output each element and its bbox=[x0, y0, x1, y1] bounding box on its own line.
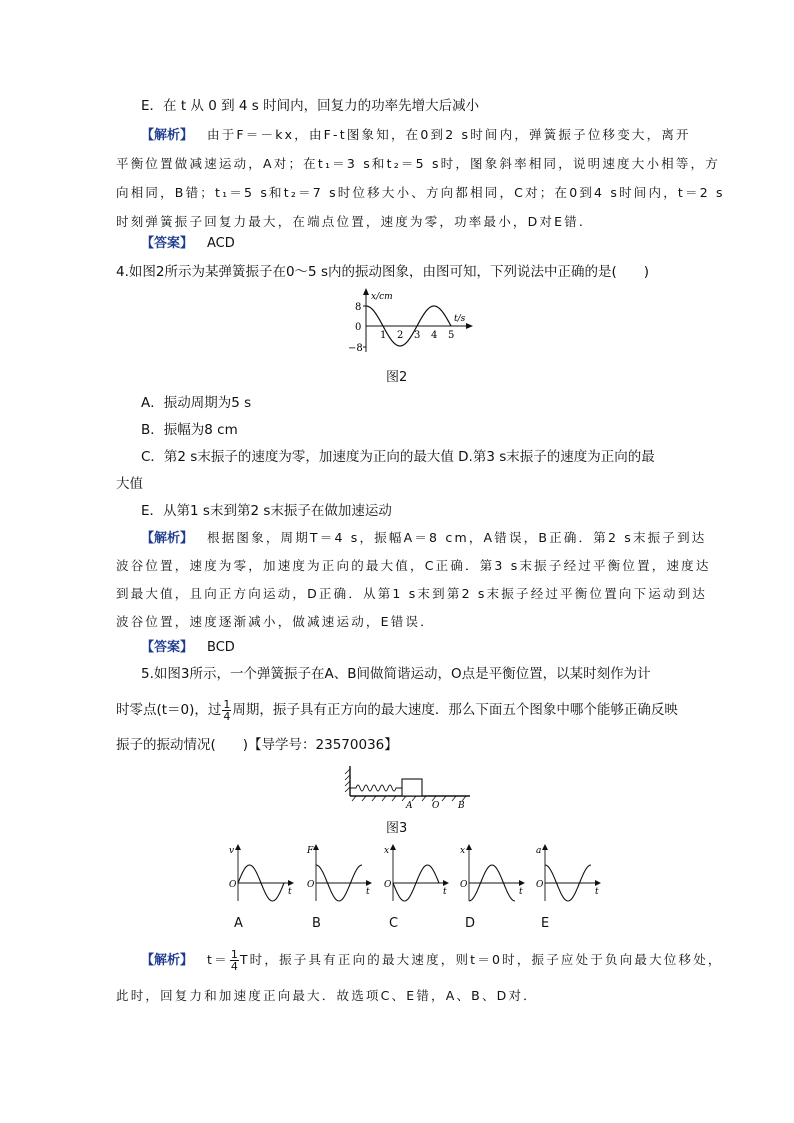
block bbox=[402, 779, 422, 796]
x-axis-label: x/cm bbox=[371, 292, 393, 302]
analysis-text: 波谷位置，速度为零，加速度为正向的最大值，C正确．第3 s末振子经过平衡位置，速度达 bbox=[116, 558, 711, 573]
origin-label: O bbox=[460, 880, 468, 890]
point-label-a: A bbox=[406, 801, 413, 810]
figure-2-caption: 图2 bbox=[386, 370, 408, 385]
fraction-numerator: 1 bbox=[230, 947, 238, 961]
analysis-row bbox=[141, 125, 691, 146]
question-5-stem: 5.如图3所示，一个弹簧振子在A、B间做简谐运动，O点是平衡位置，以某时刻作为计 bbox=[141, 666, 651, 682]
analysis-row bbox=[141, 946, 723, 975]
t-axis-arrow bbox=[288, 880, 294, 886]
wall-hatching bbox=[345, 769, 350, 792]
analysis-text: 波谷位置，速度逐渐减小，做减速运动，E错误． bbox=[116, 614, 435, 629]
t-tick-label: 2 bbox=[397, 330, 404, 341]
option-d-continued: 大值 bbox=[116, 476, 143, 492]
answer-value: ACD bbox=[207, 236, 235, 251]
y-axis-arrow bbox=[390, 844, 396, 850]
t-axis-label: t bbox=[595, 887, 599, 897]
analysis-text: 平衡位置做减速运动，A对；在t₁＝3 s和t₂＝5 s时，图象斜率相同，说明速度大小相等，方 bbox=[116, 156, 720, 171]
t-axis-label: t bbox=[519, 887, 523, 897]
fraction-denominator: 4 bbox=[230, 959, 238, 973]
figure-3-caption: 图3 bbox=[386, 821, 408, 836]
quarter-fraction bbox=[222, 699, 231, 722]
figure-3-spring bbox=[340, 760, 476, 810]
point-label-o: O bbox=[432, 801, 440, 810]
analysis-text: 由于F＝－kx，由F-t图象知，在0到2 s时间内，弹簧振子位移变大，离开 bbox=[207, 127, 691, 142]
spring bbox=[350, 785, 402, 791]
stem-text: 时零点(t＝0)，过 bbox=[116, 702, 222, 718]
analysis-label: 【解析】 bbox=[141, 531, 194, 546]
analysis-row bbox=[141, 528, 706, 549]
stem-text: 周期，振子具有正方向的最大速度．那么下面五个图象中哪个能够正确反映 bbox=[232, 702, 678, 718]
y-tick-label: 0 bbox=[355, 322, 362, 333]
fraction-denominator: 4 bbox=[223, 709, 231, 723]
y-axis-arrow bbox=[235, 844, 241, 850]
question-4-stem: 4.如图2所示为某弹簧振子在0～5 s内的振动图象，由图可知，下列说法中正确的是( ) bbox=[116, 264, 650, 280]
t-axis-arrow bbox=[443, 880, 449, 886]
analysis-text: 时刻弹簧振子回复力最大，在端点位置，速度为零，功率最小，D对E错. bbox=[116, 214, 586, 229]
y-axis-arrow bbox=[313, 844, 319, 850]
question-5-stem bbox=[116, 696, 678, 724]
analysis-label: 【解析】 bbox=[141, 953, 194, 968]
origin-label: O bbox=[229, 880, 237, 890]
y-axis-label: v bbox=[229, 846, 235, 856]
option-graph-a bbox=[226, 843, 296, 903]
t-axis-label: t bbox=[288, 887, 292, 897]
quarter-fraction bbox=[230, 949, 239, 972]
figure-2-graph bbox=[340, 286, 480, 358]
option-a: A．振动周期为5 s bbox=[141, 395, 252, 411]
t-tick-label: 4 bbox=[431, 330, 438, 341]
t-axis-arrow bbox=[519, 880, 525, 886]
analysis-text: 向相同，B错；t₁＝5 s和t₂＝7 s时位移大小、方向都相同，C对；在0到4 s时间内，t＝2 s bbox=[116, 185, 725, 200]
analysis-text: T时，振子具有正向的最大速度，则t＝0时，振子应处于负向最大位移处， bbox=[239, 952, 723, 967]
t-axis-arrow bbox=[466, 323, 473, 329]
y-tick-label: 8 bbox=[355, 302, 362, 313]
option-e-text: E．在 t 从 0 到 4 s 时间内，回复力的功率先增大后减小 bbox=[141, 98, 480, 114]
answer-row bbox=[141, 233, 235, 254]
y-axis-arrow bbox=[466, 844, 472, 850]
option-graph-label: D bbox=[465, 916, 476, 931]
option-graph-e bbox=[533, 843, 603, 903]
option-graph-label: B bbox=[312, 916, 321, 931]
option-graph-c bbox=[381, 843, 451, 903]
x-axis-arrow bbox=[363, 288, 369, 295]
question-5-stem: 振子的振动情况( )【导学号：23570036】 bbox=[116, 737, 398, 753]
option-b: B．振幅为8 cm bbox=[141, 422, 238, 438]
fraction-numerator: 1 bbox=[223, 697, 231, 711]
origin-label: O bbox=[384, 880, 392, 890]
answer-row bbox=[141, 637, 235, 658]
t-tick-label: 3 bbox=[414, 330, 421, 341]
option-graph-d bbox=[457, 843, 527, 903]
t-axis-label: t bbox=[366, 887, 370, 897]
t-axis-arrow bbox=[595, 880, 601, 886]
answer-label: 【答案】 bbox=[141, 236, 194, 251]
option-e: E．从第1 s末到第2 s末振子在做加速运动 bbox=[141, 503, 392, 519]
t-tick-label: 1 bbox=[380, 330, 387, 341]
option-graph-label: E bbox=[541, 916, 550, 931]
analysis-label: 【解析】 bbox=[141, 128, 194, 143]
y-axis-label: F bbox=[307, 846, 314, 856]
analysis-text: t＝ bbox=[207, 952, 229, 967]
point-label-b: B bbox=[458, 801, 465, 810]
analysis-text: 根据图象，周期T＝4 s，振幅A＝8 cm，A错误，B正确．第2 s末振子到达 bbox=[207, 530, 707, 545]
option-graph-label: C bbox=[389, 916, 399, 931]
analysis-text: 此时，回复力和加速度正向最大．故选项C、E错，A、B、D对． bbox=[116, 988, 538, 1003]
t-axis-label: t bbox=[443, 887, 447, 897]
y-axis-label: x bbox=[460, 846, 466, 856]
origin-label: O bbox=[536, 880, 544, 890]
answer-label: 【答案】 bbox=[141, 640, 194, 655]
y-axis-label: a bbox=[536, 846, 542, 856]
y-axis-arrow bbox=[542, 844, 548, 850]
t-axis-label: t/s bbox=[454, 314, 466, 324]
y-tick-label: −8 bbox=[348, 343, 363, 354]
y-axis-label: x bbox=[384, 846, 390, 856]
t-tick-label: 5 bbox=[448, 330, 455, 341]
option-c-d: C．第2 s末振子的速度为零，加速度为正向的最大值 D.第3 s末振子的速度为正向的最 bbox=[141, 449, 655, 465]
answer-value: BCD bbox=[207, 640, 235, 655]
t-axis-arrow bbox=[366, 880, 372, 886]
analysis-text: 到最大值，且向正方向运动，D正确．从第1 s末到第2 s末振子经过平衡位置向下运动到达 bbox=[116, 586, 708, 601]
option-graph-label: A bbox=[234, 916, 243, 931]
origin-label: O bbox=[307, 880, 315, 890]
option-graph-b bbox=[304, 843, 374, 903]
